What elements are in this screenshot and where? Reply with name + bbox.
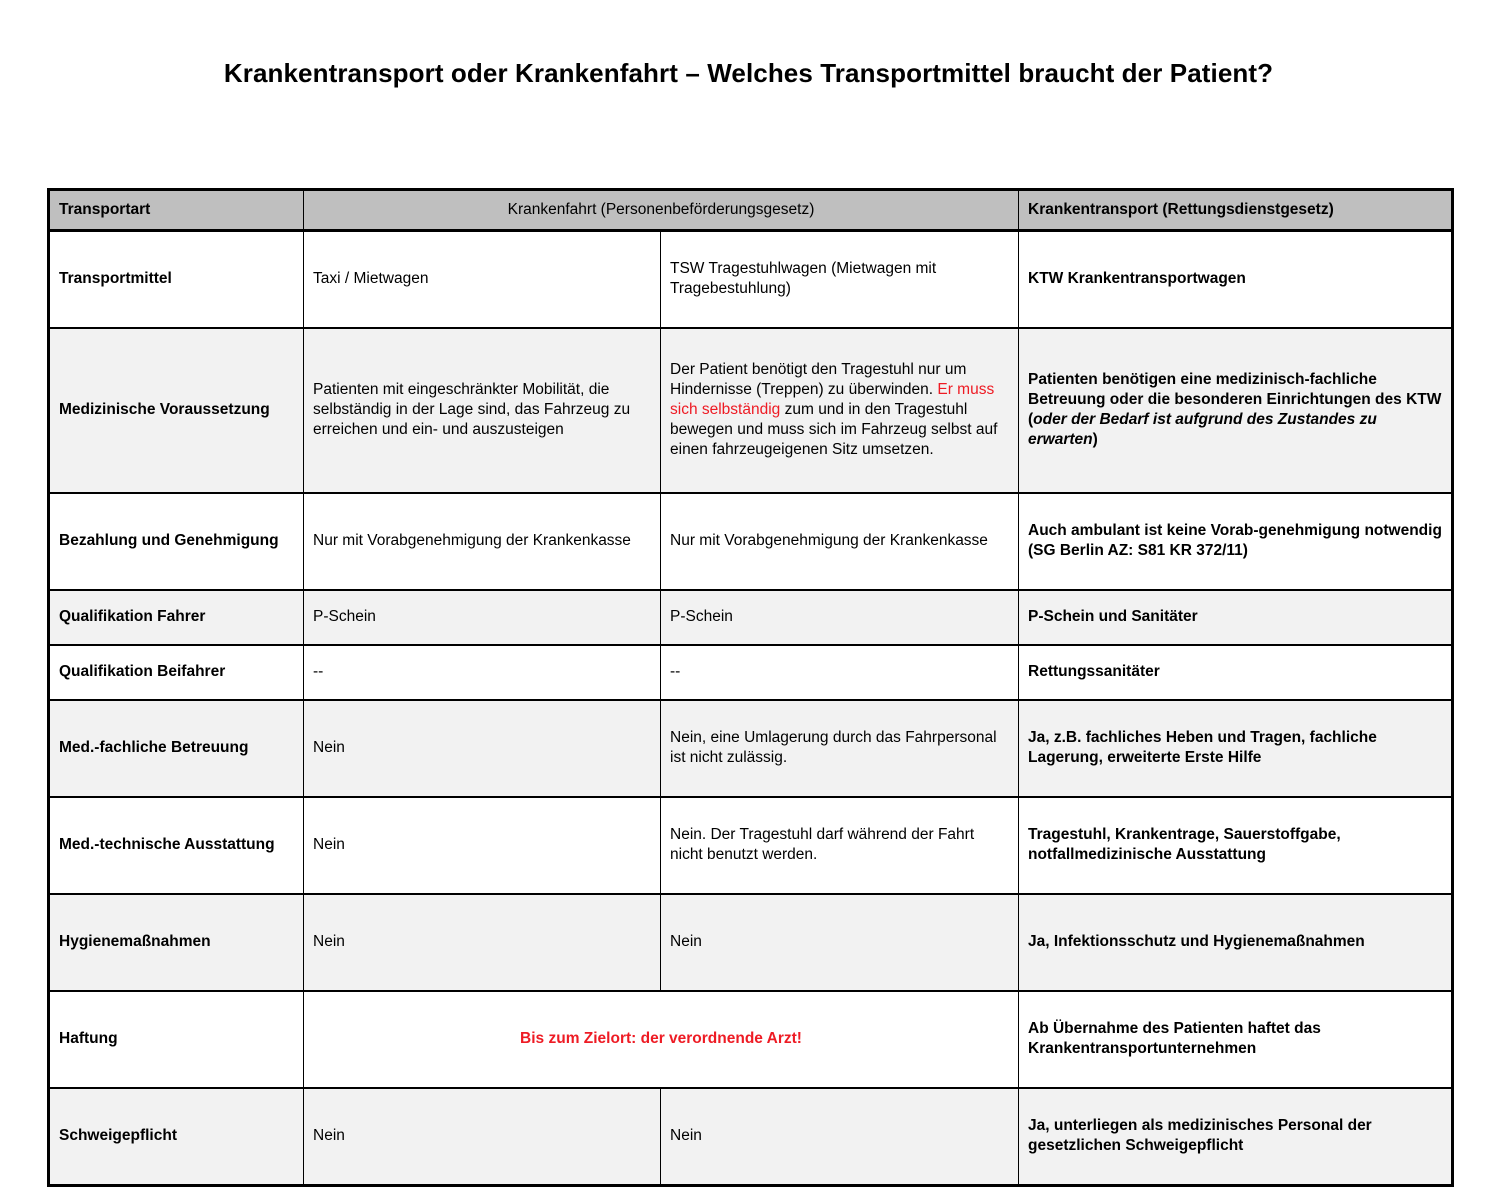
table-row	[49, 328, 1453, 493]
cell-taxi-qualifikation-beifahrer: --	[304, 645, 661, 700]
cell-taxi-medizinische-voraussetzung: Patienten mit eingeschränkter Mobilität, die selbständig in der Lage sind, das Fahrzeug zu erreichen und ein- und auszusteigen	[304, 328, 661, 493]
cell-ktw-med-fachliche-betreuung: Ja, z.B. fachliches Heben und Tragen, fachliche Lagerung, erweiterte Erste Hilfe	[1019, 700, 1453, 797]
row-label-haftung: Haftung	[49, 991, 304, 1088]
header-cell-krankentransport: Krankentransport (Rettungsdienstgesetz)	[1019, 190, 1453, 231]
row-label-med-fachliche-betreuung: Med.-fachliche Betreuung	[49, 700, 304, 797]
table-row	[49, 230, 1453, 328]
table-header-row	[49, 190, 1453, 231]
cell-ktw-qualifikation-beifahrer: Rettungssanitäter	[1019, 645, 1453, 700]
table-row	[49, 1088, 1453, 1186]
page-title: Krankentransport oder Krankenfahrt – Welches Transportmittel braucht der Patient?	[223, 58, 1274, 88]
cell-taxi-hygienemassnahmen: Nein	[304, 894, 661, 991]
header-cell-transportart: Transportart	[49, 190, 304, 231]
table-row	[49, 797, 1453, 894]
comparison-table-container	[47, 188, 1451, 1187]
header-cell-krankenfahrt: Krankenfahrt (Personenbeförderungsgesetz)	[304, 190, 1019, 231]
tsw-text-highlight: Er muss sich selbständig	[670, 381, 995, 418]
ktw-text-italic: oder der Bedarf ist aufgrund des Zustandes zu erwarten	[1028, 410, 1377, 448]
row-label-schweigepflicht: Schweigepflicht	[49, 1088, 304, 1186]
cell-taxi-med-fachliche-betreuung: Nein	[304, 700, 661, 797]
cell-ktw-transportmittel: KTW Krankentransportwagen	[1019, 230, 1453, 328]
cell-tsw-medizinische-voraussetzung	[661, 328, 1019, 493]
row-label-medizinische-voraussetzung: Medizinische Voraussetzung	[49, 328, 304, 493]
cell-tsw-transportmittel: TSW Tragestuhlwagen (Mietwagen mit Tragebestuhlung)	[661, 230, 1019, 328]
cell-ktw-schweigepflicht: Ja, unterliegen als medizinisches Personal der gesetzlichen Schweigepflicht	[1019, 1088, 1453, 1186]
cell-taxi-bezahlung: Nur mit Vorabgenehmigung der Krankenkasse	[304, 493, 661, 590]
cell-ktw-haftung: Ab Übernahme des Patienten haftet das Krankentransportunternehmen	[1019, 991, 1453, 1088]
cell-ktw-qualifikation-fahrer: P-Schein und Sanitäter	[1019, 590, 1453, 645]
cell-taxi-schweigepflicht: Nein	[304, 1088, 661, 1186]
cell-ktw-med-technische-ausstattung: Tragestuhl, Krankentrage, Sauerstoffgabe, notfallmedizinische Ausstattung	[1019, 797, 1453, 894]
cell-tsw-qualifikation-beifahrer: --	[661, 645, 1019, 700]
ktw-text-part1: Patienten benötigen eine medizinisch-fachliche Betreuung oder die besonderen Einrichtungen des KTW (	[1028, 371, 1442, 428]
cell-taxi-qualifikation-fahrer: P-Schein	[304, 590, 661, 645]
cell-tsw-qualifikation-fahrer: P-Schein	[661, 590, 1019, 645]
row-label-transportmittel: Transportmittel	[49, 230, 304, 328]
table-row	[49, 590, 1453, 645]
table-row	[49, 645, 1453, 700]
tsw-text-part2: zum und in den Tragestuhl bewegen und muss sich im Fahrzeug selbst auf einen fahrzeugeigenen Sitz umsetzen.	[670, 400, 998, 458]
cell-tsw-hygienemassnahmen: Nein	[661, 894, 1019, 991]
cell-taxi-med-technische-ausstattung: Nein	[304, 797, 661, 894]
tsw-text-part1: Der Patient benötigt den Tragestuhl nur um Hindernisse (Treppen) zu überwinden.	[670, 361, 967, 399]
cell-ktw-hygienemassnahmen: Ja, Infektionsschutz und Hygienemaßnahmen	[1019, 894, 1453, 991]
table-row	[49, 991, 1453, 1088]
ktw-text-part2: )	[1092, 430, 1098, 448]
cell-tsw-schweigepflicht: Nein	[661, 1088, 1019, 1186]
row-label-med-technische-ausstattung: Med.-technische Ausstattung	[49, 797, 304, 894]
row-label-bezahlung-genehmigung: Bezahlung und Genehmigung	[49, 493, 304, 590]
table-row	[49, 894, 1453, 991]
cell-ktw-bezahlung: Auch ambulant ist keine Vorab-genehmigung notwendig (SG Berlin AZ: S81 KR 372/11)	[1019, 493, 1453, 590]
table-row	[49, 493, 1453, 590]
row-label-hygienemassnahmen: Hygienemaßnahmen	[49, 894, 304, 991]
transport-comparison-table	[47, 188, 1454, 1187]
cell-tsw-med-fachliche-betreuung: Nein, eine Umlagerung durch das Fahrpersonal ist nicht zulässig.	[661, 700, 1019, 797]
cell-taxi-transportmittel: Taxi / Mietwagen	[304, 230, 661, 328]
table-row	[49, 700, 1453, 797]
cell-ktw-medizinische-voraussetzung	[1019, 328, 1453, 493]
cell-tsw-med-technische-ausstattung: Nein. Der Tragestuhl darf während der Fahrt nicht benutzt werden.	[661, 797, 1019, 894]
cell-merged-haftung: Bis zum Zielort: der verordnende Arzt!	[304, 991, 1019, 1088]
cell-tsw-bezahlung: Nur mit Vorabgenehmigung der Krankenkasse	[661, 493, 1019, 590]
row-label-qualifikation-fahrer: Qualifikation Fahrer	[49, 590, 304, 645]
row-label-qualifikation-beifahrer: Qualifikation Beifahrer	[49, 645, 304, 700]
